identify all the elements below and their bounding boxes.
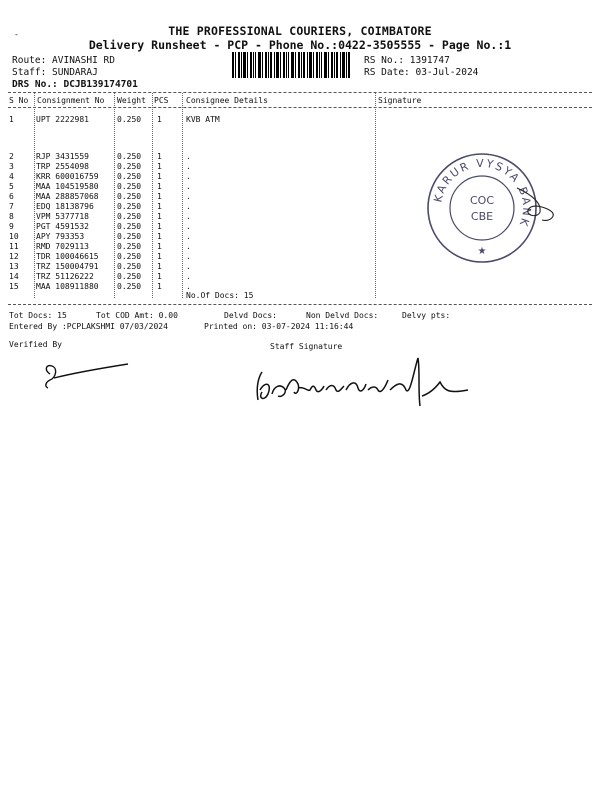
- delivery-points: Delvy pts:: [402, 311, 451, 320]
- row-weight: 0.250: [117, 262, 142, 271]
- staff-signature: [250, 350, 480, 420]
- row-pcs: 1: [157, 202, 162, 211]
- row-consignment-no: PGT 4591532: [36, 222, 89, 231]
- row-weight: 0.250: [117, 252, 142, 261]
- row-sno: 4: [9, 172, 14, 181]
- page-marker: -: [14, 30, 19, 39]
- row-sno: 2: [9, 152, 14, 161]
- row-consignee-details: .: [186, 272, 191, 281]
- row-consignee-details: .: [186, 172, 191, 181]
- table-row: [0, 282, 600, 292]
- row-weight: 0.250: [117, 212, 142, 221]
- row-sno: 7: [9, 202, 14, 211]
- row-consignment-no: TRZ 150004791: [36, 262, 99, 271]
- row-weight: 0.250: [117, 172, 142, 181]
- row-sno: 1: [9, 115, 14, 124]
- row-weight: 0.250: [117, 272, 142, 281]
- row-weight: 0.250: [117, 202, 142, 211]
- row-pcs: 1: [157, 192, 162, 201]
- row-pcs: 1: [157, 262, 162, 271]
- row-weight: 0.250: [117, 182, 142, 191]
- row-weight: 0.250: [117, 192, 142, 201]
- total-docs: Tot Docs: 15: [9, 311, 67, 320]
- verified-by-label: Verified By: [9, 340, 62, 349]
- route-label: Route: AVINASHI RD: [12, 55, 115, 66]
- delivered-docs: Delvd Docs:: [224, 311, 277, 320]
- row-consignee-details: .: [186, 222, 191, 231]
- row-consignee-details: .: [186, 192, 191, 201]
- drs-number: DRS No.: DCJB139174701: [12, 79, 138, 90]
- non-delivered-docs: Non Delvd Docs:: [306, 311, 379, 320]
- row-weight: 0.250: [117, 152, 142, 161]
- row-consignee-details: .: [186, 232, 191, 241]
- row-consignee-details: .: [186, 162, 191, 171]
- row-consignee-details: .: [186, 152, 191, 161]
- verified-by-signature: [40, 360, 140, 395]
- row-pcs: 1: [157, 182, 162, 191]
- printed-on: Printed on: 03-07-2024 11:16:44: [204, 322, 354, 331]
- row-weight: 0.250: [117, 115, 142, 124]
- rs-number: RS No.: 1391747: [364, 55, 450, 66]
- row-sno: 14: [9, 272, 19, 281]
- total-cod-amount: Tot COD Amt: 0.00: [96, 311, 178, 320]
- entered-by: Entered By :PCPLAKSHMI 07/03/2024: [9, 322, 168, 331]
- row-consignment-no: TRP 2554098: [36, 162, 89, 171]
- row-consignment-no: TRZ 51126222: [36, 272, 94, 281]
- row-pcs: 1: [157, 162, 162, 171]
- stamp-line-1: COC: [469, 194, 495, 207]
- stamp-star-icon: ★: [477, 246, 487, 257]
- col-header-details: Consignee Details: [186, 96, 268, 105]
- row-consignee-details: .: [186, 282, 191, 291]
- row-sno: 9: [9, 222, 14, 231]
- row-consignee-details: .: [186, 262, 191, 271]
- row-consignment-no: APY 793353: [36, 232, 85, 241]
- row-pcs: 1: [157, 212, 162, 221]
- stamp-ring-text: KARUR VYSYA BANK: [431, 156, 534, 230]
- row-weight: 0.250: [117, 162, 142, 171]
- divider-top: [8, 92, 592, 93]
- runsheet-subtitle: Delivery Runsheet - PCP - Phone No.:0422-3505555 - Page No.:1: [88, 38, 512, 52]
- divider-header: [8, 107, 592, 108]
- row-consignee-details: KVB ATM: [186, 115, 220, 124]
- table-row: [0, 115, 600, 125]
- row-consignment-no: MAA 108911880: [36, 282, 99, 291]
- row-sno: 10: [9, 232, 19, 241]
- row-weight: 0.250: [117, 232, 142, 241]
- col-header-sno: S No: [9, 96, 29, 105]
- row-pcs: 1: [157, 252, 162, 261]
- barcode-image: [232, 52, 350, 78]
- company-title: THE PROFESSIONAL COURIERS, COIMBATORE: [168, 24, 432, 38]
- row-sno: 12: [9, 252, 19, 261]
- row-consignment-no: UPT 2222981: [36, 115, 89, 124]
- row-consignment-no: MAA 288857068: [36, 192, 99, 201]
- row-consignment-no: TDR 100046615: [36, 252, 99, 261]
- row-consignee-details: .: [186, 212, 191, 221]
- row-sno: 5: [9, 182, 14, 191]
- row-consignee-details: .: [186, 202, 191, 211]
- row-consignment-no: VPM 5377718: [36, 212, 89, 221]
- row-sno: 13: [9, 262, 19, 271]
- col-header-signature: Signature: [378, 96, 422, 105]
- staff-label: Staff: SUNDARAJ: [12, 67, 98, 78]
- row-consignment-no: EDQ 18138796: [36, 202, 94, 211]
- row-sno: 3: [9, 162, 14, 171]
- row-pcs: 1: [157, 152, 162, 161]
- row-consignment-no: RMD 7029113: [36, 242, 89, 251]
- rs-date: RS Date: 03-Jul-2024: [364, 67, 479, 78]
- row-pcs: 1: [157, 172, 162, 181]
- row-consignment-no: RJP 3431559: [36, 152, 89, 161]
- row-weight: 0.250: [117, 282, 142, 291]
- row-consignee-details: .: [186, 252, 191, 261]
- row-sno: 15: [9, 282, 19, 291]
- staff-signature-label: Staff Signature: [270, 342, 343, 351]
- row-pcs: 1: [157, 115, 162, 124]
- no-of-docs: No.Of Docs: 15: [186, 291, 254, 300]
- row-pcs: 1: [157, 242, 162, 251]
- row-consignee-details: .: [186, 242, 191, 251]
- stamp-line-2: CBE: [470, 210, 494, 223]
- row-weight: 0.250: [117, 242, 142, 251]
- col-header-weight: Weight: [117, 96, 146, 105]
- row-pcs: 1: [157, 232, 162, 241]
- row-pcs: 1: [157, 222, 162, 231]
- stamp-initials-signature: [512, 180, 562, 230]
- col-header-pcs: PCS: [154, 96, 169, 105]
- row-sno: 6: [9, 192, 14, 201]
- table-row: [0, 272, 600, 282]
- row-sno: 8: [9, 212, 14, 221]
- row-weight: 0.250: [117, 222, 142, 231]
- row-pcs: 1: [157, 282, 162, 291]
- row-consignee-details: .: [186, 182, 191, 191]
- divider-bottom: [8, 304, 592, 305]
- col-header-consignment: Consignment No: [37, 96, 105, 105]
- row-pcs: 1: [157, 272, 162, 281]
- row-consignment-no: KRR 600016759: [36, 172, 99, 181]
- row-consignment-no: MAA 104519580: [36, 182, 99, 191]
- row-sno: 11: [9, 242, 19, 251]
